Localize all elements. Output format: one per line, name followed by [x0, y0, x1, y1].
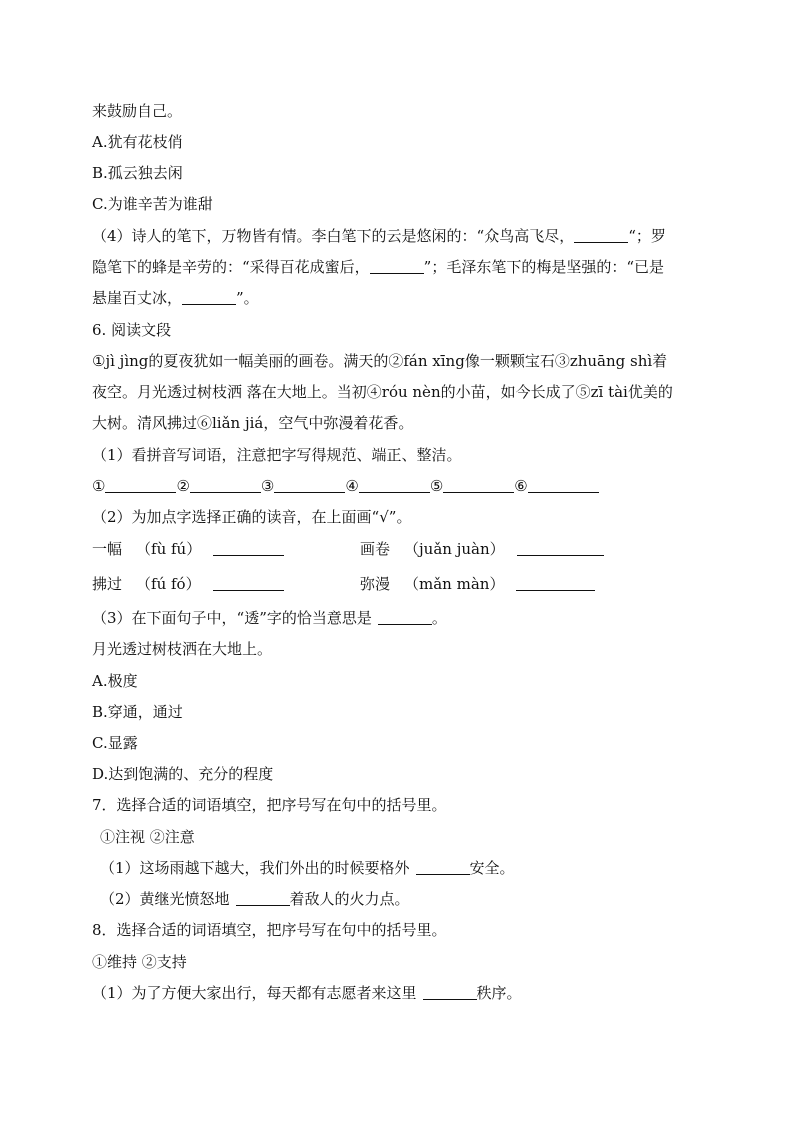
q7-sentence-2 — [100, 889, 410, 909]
q5-option-a: A.犹有花枝俏 — [92, 133, 183, 151]
q6-passage-line3: 大树。清风拂过⑥liǎn jiá，空气中弥漫着花香。 — [92, 414, 414, 432]
q5-sub4-text-d: ”；毛泽东笔下的梅是坚强的：“已是 — [423, 258, 665, 276]
q5-sub4-text-c: 隐笔下的蜂是辛劳的：“采得百花成蜜后， — [92, 258, 370, 276]
q6-reading-pair-2 — [360, 539, 604, 559]
answer-blank[interactable] — [443, 477, 514, 493]
pair-pinyin: （juǎn juàn） — [404, 540, 505, 558]
q7-s1-text: （1）这场雨越下越大，我们外出的时候要格外 — [100, 859, 410, 877]
q6-sentence: 月光透过树枝洒在大地上。 — [92, 640, 273, 658]
q7-s2-text: （2）黄继光愤怒地 — [100, 890, 230, 908]
q8-sentence-1 — [92, 983, 522, 1003]
q6-passage-line1: ①jì jìng的夏夜犹如一幅美丽的画卷。满天的②fán xīng像一颗颗宝石③zhuāng shì着 — [92, 352, 668, 370]
q5-sub4-text-b: “；罗 — [628, 227, 666, 245]
pair-pinyin: （fù fú） — [136, 540, 202, 558]
q6-pinyin-blanks — [92, 476, 599, 496]
answer-blank[interactable] — [236, 890, 290, 906]
q6-sub3-end: 。 — [431, 609, 447, 627]
q6-reading-pair-3 — [92, 574, 284, 594]
q5-sub4-text-e: 悬崖百丈冰， — [92, 289, 183, 307]
q6-title: 6. 阅读文段 — [92, 321, 172, 339]
answer-blank[interactable] — [370, 258, 424, 274]
pair-pinyin: （fú fó） — [136, 575, 201, 593]
q6-sub1: （1）看拼音写词语，注意把字写得规范、端正、整洁。 — [92, 446, 462, 464]
q7-s1-end: 安全。 — [469, 859, 515, 877]
answer-blank[interactable] — [182, 289, 236, 305]
q5-option-c: C.为谁辛苦为谁甜 — [92, 195, 213, 213]
q7-s2-end: 着敌人的火力点。 — [289, 890, 410, 908]
blank-number-6: ⑥ — [514, 477, 528, 495]
q6-reading-pair-4 — [360, 574, 595, 594]
answer-blank[interactable] — [105, 477, 176, 493]
answer-blank[interactable] — [213, 575, 284, 591]
pair-word: 一幅 — [92, 540, 123, 558]
answer-blank[interactable] — [517, 540, 604, 556]
answer-blank[interactable] — [416, 859, 470, 875]
intro-end-line: 来鼓励自己。 — [92, 102, 183, 120]
pair-word: 画卷 — [360, 540, 391, 558]
q7-title: 7．选择合适的词语填空，把序号写在句中的括号里。 — [92, 796, 447, 814]
q8-choices: ①维持 ②支持 — [92, 953, 187, 971]
q5-sub4-line3 — [92, 288, 259, 308]
q6-option-d: D.达到饱满的、充分的程度 — [92, 765, 274, 783]
answer-blank[interactable] — [516, 575, 595, 591]
blank-number-1: ① — [92, 477, 106, 495]
answer-blank[interactable] — [190, 477, 261, 493]
q6-option-c: C.显露 — [92, 734, 138, 752]
answer-blank[interactable] — [213, 540, 284, 556]
q6-passage-line2: 夜空。月光透过树枝洒 落在大地上。当初④róu nèn的小苗，如今长成了⑤zī tài优美的 — [92, 383, 673, 401]
q7-choices: ①注视 ②注意 — [100, 828, 195, 846]
q5-sub4-line1 — [92, 226, 666, 246]
blank-number-3: ③ — [260, 477, 275, 495]
answer-blank[interactable] — [359, 477, 430, 493]
blank-number-5: ⑤ — [429, 477, 444, 495]
answer-blank[interactable] — [274, 477, 345, 493]
pair-word: 弥漫 — [360, 575, 391, 593]
q8-s1-end: 秩序。 — [476, 984, 522, 1002]
answer-blank[interactable] — [528, 477, 599, 493]
q8-s1-text: （1）为了方便大家出行，每天都有志愿者来这里 — [92, 984, 417, 1002]
q6-option-b: B.穿通，通过 — [92, 703, 183, 721]
answer-blank[interactable] — [574, 227, 628, 243]
pair-word: 拂过 — [92, 575, 123, 593]
q8-title: 8．选择合适的词语填空，把序号写在句中的括号里。 — [92, 921, 447, 939]
q7-sentence-1 — [100, 858, 515, 878]
q6-option-a: A.极度 — [92, 672, 138, 690]
q5-sub4-text-f: ”。 — [236, 289, 259, 307]
answer-blank[interactable] — [378, 609, 432, 625]
blank-number-2: ② — [176, 477, 190, 495]
q6-sub3 — [92, 608, 447, 628]
q5-option-b: B.孤云独去闲 — [92, 164, 183, 182]
q6-reading-pair-1 — [92, 539, 284, 559]
answer-blank[interactable] — [423, 984, 477, 1000]
q5-sub4-text-a: （4）诗人的笔下，万物皆有情。李白笔下的云是悠闲的：“众鸟高飞尽， — [92, 227, 575, 245]
q6-sub2: （2）为加点字选择正确的读音，在上面画“√”。 — [92, 508, 412, 526]
blank-number-4: ④ — [345, 477, 359, 495]
pair-pinyin: （mǎn màn） — [404, 575, 505, 593]
q6-sub3-text: （3）在下面句子中，“透”字的恰当意思是 — [92, 609, 372, 627]
q5-sub4-line2 — [92, 257, 664, 277]
